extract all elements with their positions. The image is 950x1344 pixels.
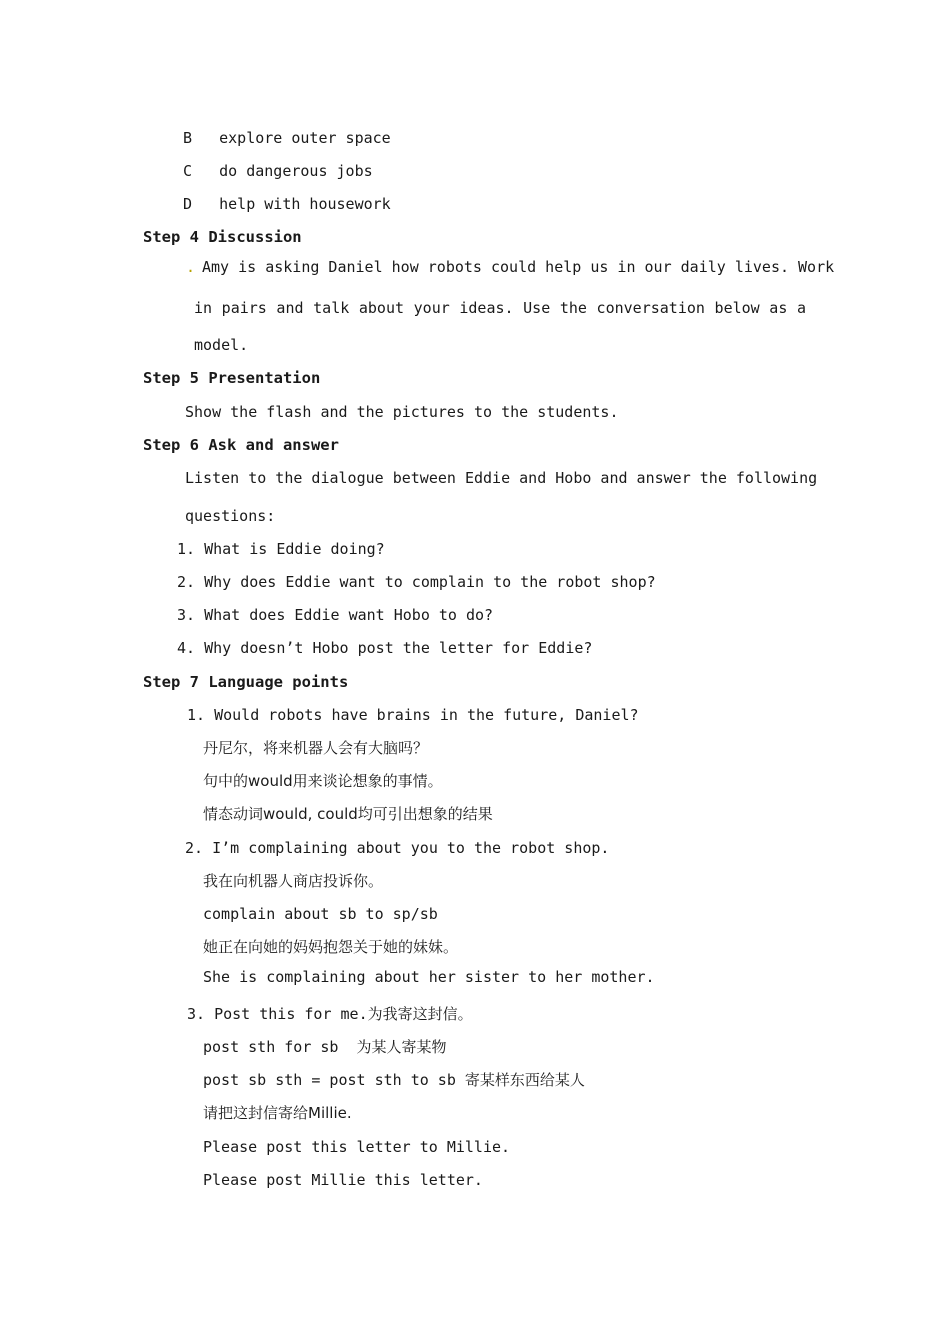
option-letter: D — [183, 195, 193, 213]
point-3-title: 3. Post this for me.为我寄这封信。 — [187, 1005, 473, 1023]
point-3-line-3: 请把这封信寄给Millie. — [203, 1104, 352, 1122]
point-2-line-4: She is complaining about her sister to her mother. — [203, 968, 655, 986]
point-1-line-3: 情态动词would, could均可引出想象的结果 — [203, 805, 493, 823]
point-1-title: 1. Would robots have brains in the future, Daniel? — [187, 706, 639, 724]
question-3: 3. What does Eddie want Hobo to do? — [177, 606, 494, 624]
option-text: help with housework — [219, 195, 391, 213]
question-4: 4. Why doesn’t Hobo post the letter for Eddie? — [177, 639, 593, 657]
option-b — [183, 128, 391, 148]
point-3-line-2: post sb sth = post sth to sb 寄某样东西给某人 — [203, 1071, 585, 1089]
step4-line-2: in pairs and talk about your ideas. Use the conversation below as a — [194, 299, 806, 317]
option-c — [183, 161, 373, 181]
point-2-line-1: 我在向机器人商店投诉你。 — [203, 872, 384, 890]
option-d — [183, 194, 391, 214]
point-1-line-2: 句中的would用来谈论想象的事情。 — [203, 772, 443, 790]
point-2-line-2: complain about sb to sp/sb — [203, 905, 438, 923]
question-2: 2. Why does Eddie want to complain to the robot shop? — [177, 573, 656, 591]
step6-heading: Step 6 Ask and answer — [143, 436, 339, 454]
option-letter: B — [183, 129, 193, 147]
point-3-line-5: Please post Millie this letter. — [203, 1171, 483, 1189]
step7-heading: Step 7 Language points — [143, 673, 349, 691]
point-2-line-3: 她正在向她的妈妈抱怨关于她的妹妹。 — [203, 938, 459, 956]
step4-heading: Step 4 Discussion — [143, 228, 302, 246]
point-2-title: 2. I’m complaining about you to the robot shop. — [185, 839, 610, 857]
step5-heading: Step 5 Presentation — [143, 369, 321, 387]
option-text: explore outer space — [219, 129, 391, 147]
point-1-line-1: 丹尼尔，将来机器人会有大脑吗？ — [203, 739, 429, 757]
question-1: 1. What is Eddie doing? — [177, 540, 385, 558]
step4-bullet-mark: . — [186, 258, 196, 276]
step6-intro-1: Listen to the dialogue between Eddie and Hobo and answer the following — [185, 469, 818, 487]
option-letter: C — [183, 162, 193, 180]
step4-line-1: Amy is asking Daniel how robots could help us in our daily lives. Work — [202, 258, 835, 276]
option-text: do dangerous jobs — [219, 162, 373, 180]
step4-line-3: model. — [194, 336, 249, 354]
step5-text: Show the flash and the pictures to the students. — [185, 403, 619, 421]
point-3-line-1: post sth for sb 为某人寄某物 — [203, 1038, 447, 1056]
step6-intro-2: questions: — [185, 507, 276, 525]
point-3-line-4: Please post this letter to Millie. — [203, 1138, 511, 1156]
